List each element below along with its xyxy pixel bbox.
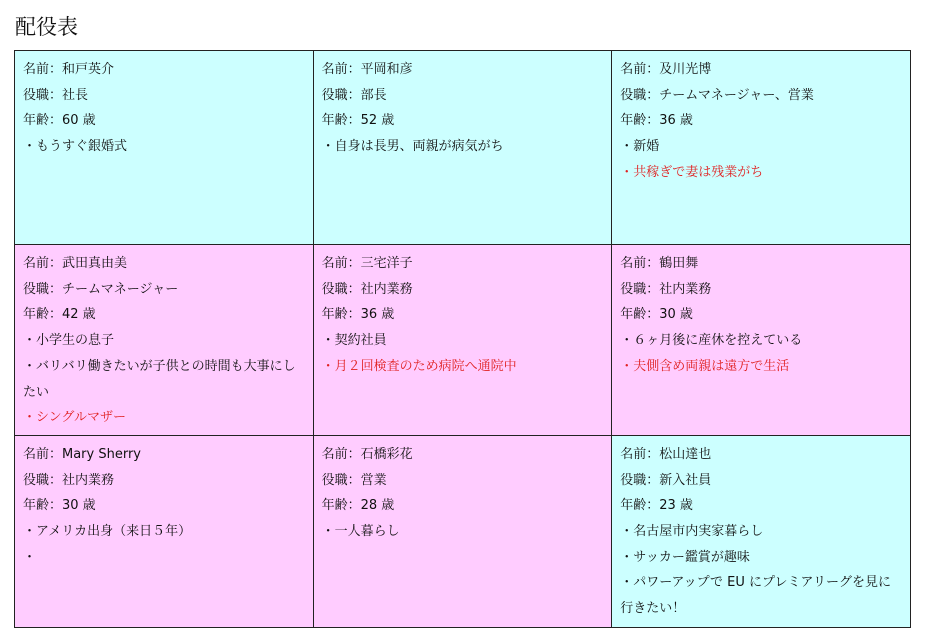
cast-note: ・ bbox=[23, 549, 37, 565]
cast-name: 名前：松山達也 bbox=[620, 446, 712, 462]
cast-note: ・６ヶ月後に産休を控えている bbox=[620, 333, 803, 349]
cast-cell bbox=[15, 245, 314, 436]
cast-note: ・バリバリ働きたいが子供との時間も大事にしたい bbox=[23, 358, 296, 400]
cast-note: ・契約社員 bbox=[321, 333, 387, 349]
cast-role: 役職：部長 bbox=[321, 87, 387, 103]
cast-table bbox=[14, 50, 911, 628]
cast-name: 名前：和戸英介 bbox=[23, 62, 115, 77]
cast-age: 年齢：42 歳 bbox=[23, 307, 96, 323]
cast-note: ・名古屋市内実家暮らし bbox=[620, 524, 764, 540]
cast-role: 役職：営業 bbox=[321, 472, 387, 488]
cast-age: 年齢：52 歳 bbox=[321, 113, 395, 129]
cast-cell bbox=[15, 51, 314, 245]
cast-role: 役職：社内業務 bbox=[321, 281, 413, 297]
cast-cell bbox=[313, 435, 612, 627]
cast-age: 年齢：60 歳 bbox=[23, 113, 96, 129]
cast-name: 名前：及川光博 bbox=[620, 62, 712, 77]
table-row bbox=[15, 51, 911, 245]
cast-name: 名前：Mary Sherry bbox=[23, 446, 141, 462]
table-row bbox=[15, 435, 911, 627]
cast-age: 年齢：36 歳 bbox=[620, 113, 693, 129]
cast-note-highlight: ・共稼ぎで妻は残業がち bbox=[620, 164, 764, 180]
cast-note: ・アメリカ出身（来日５年） bbox=[23, 524, 192, 540]
cast-role: 役職：社内業務 bbox=[620, 281, 712, 297]
cast-age: 年齢：36 歳 bbox=[321, 307, 395, 323]
cast-role: 役職：チームマネージャー、営業 bbox=[620, 87, 814, 103]
cast-cell bbox=[612, 51, 911, 245]
cast-note: ・一人暮らし bbox=[321, 524, 400, 540]
cast-note-highlight: ・夫側含め両親は遠方で生活 bbox=[620, 358, 790, 374]
cast-role: 役職：社長 bbox=[23, 87, 89, 103]
cast-name: 名前：三宅洋子 bbox=[321, 256, 413, 271]
cast-age: 年齢：30 歳 bbox=[23, 498, 96, 514]
cast-age: 年齢：30 歳 bbox=[620, 307, 693, 323]
cast-note: ・サッカー鑑賞が趣味 bbox=[620, 549, 750, 565]
cast-role: 役職：新入社員 bbox=[620, 472, 712, 488]
cast-cell bbox=[15, 435, 314, 627]
cast-note: ・パワーアップで EU にプレミアリーグを見に行きたい！ bbox=[620, 575, 891, 617]
cast-note-highlight: ・シングルマザー bbox=[23, 410, 127, 426]
cast-role: 役職：社内業務 bbox=[23, 472, 115, 488]
cast-cell bbox=[612, 245, 911, 436]
cast-name: 名前：鶴田舞 bbox=[620, 256, 699, 271]
cast-note: ・新婚 bbox=[620, 139, 660, 155]
cast-cell bbox=[313, 245, 612, 436]
cast-age: 年齢：23 歳 bbox=[620, 498, 693, 514]
cast-note-highlight: ・月２回検査のため病院へ通院中 bbox=[321, 358, 517, 374]
cast-note: ・小学生の息子 bbox=[23, 333, 115, 349]
cast-note: ・自身は長男、両親が病気がち bbox=[321, 139, 504, 155]
cast-name: 名前：武田真由美 bbox=[23, 256, 128, 271]
table-row bbox=[15, 245, 911, 436]
page-title: 配役表 bbox=[15, 15, 78, 39]
cast-name: 名前：石橋彩花 bbox=[321, 446, 413, 462]
cast-note: ・もうすぐ銀婚式 bbox=[23, 139, 128, 155]
cast-cell bbox=[313, 51, 612, 245]
cast-cell bbox=[612, 435, 911, 627]
cast-role: 役職：チームマネージャー bbox=[23, 281, 179, 297]
cast-age: 年齢：28 歳 bbox=[321, 498, 395, 514]
cast-name: 名前：平岡和彦 bbox=[321, 62, 413, 77]
